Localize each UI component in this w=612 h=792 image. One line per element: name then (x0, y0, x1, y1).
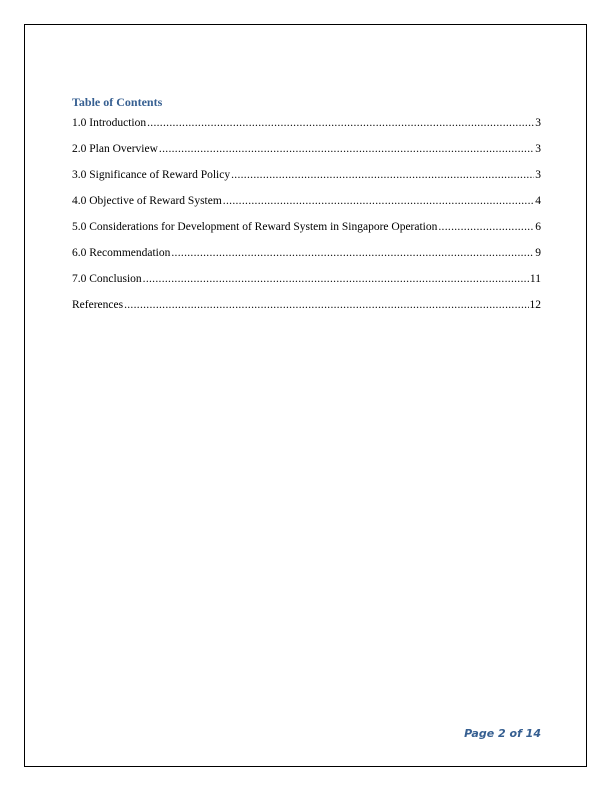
toc-dot-leader (159, 142, 534, 156)
toc-entry-page: 11 (529, 273, 541, 285)
toc-entry-page: 3 (535, 169, 541, 181)
toc-entry-recommendation[interactable] (72, 246, 541, 272)
toc-heading: Table of Contents (72, 95, 163, 109)
toc-dot-leader (143, 272, 529, 286)
toc-dot-leader (438, 220, 534, 234)
toc-entry-label: 7.0 Conclusion (72, 273, 142, 285)
toc-entry-plan-overview[interactable] (72, 142, 541, 168)
toc-entry-label: 1.0 Introduction (72, 117, 147, 129)
toc-entry-introduction[interactable] (72, 116, 541, 142)
toc-entry-page: 4 (535, 195, 541, 207)
page-number-footer: Page 2 of 14 (464, 727, 541, 740)
toc-entry-page: 9 (535, 247, 541, 259)
toc-entry-label: 3.0 Significance of Reward Policy (72, 169, 231, 181)
toc-entry-label: 2.0 Plan Overview (72, 143, 158, 155)
toc-entry-label: 6.0 Recommendation (72, 247, 171, 259)
toc-entry-page: 3 (535, 117, 541, 129)
toc-entry-considerations[interactable] (72, 220, 541, 246)
toc-entry-label: 5.0 Considerations for Development of Reward System in Singapore Operation (72, 221, 438, 233)
toc-dot-leader (171, 246, 534, 260)
toc-entry-page: 3 (535, 143, 541, 155)
toc-entry-objective[interactable] (72, 194, 541, 220)
toc-entry-label: 4.0 Objective of Reward System (72, 195, 222, 207)
table-of-contents (72, 116, 541, 324)
toc-dot-leader (147, 116, 534, 130)
toc-entry-page: 6 (535, 221, 541, 233)
toc-entry-conclusion[interactable] (72, 272, 541, 298)
toc-entry-page: 12 (529, 299, 541, 311)
toc-dot-leader (124, 298, 528, 312)
toc-dot-leader (223, 194, 534, 208)
toc-dot-leader (231, 168, 534, 182)
toc-entry-label: References (72, 299, 124, 311)
toc-entry-references[interactable] (72, 298, 541, 324)
toc-entry-significance[interactable] (72, 168, 541, 194)
